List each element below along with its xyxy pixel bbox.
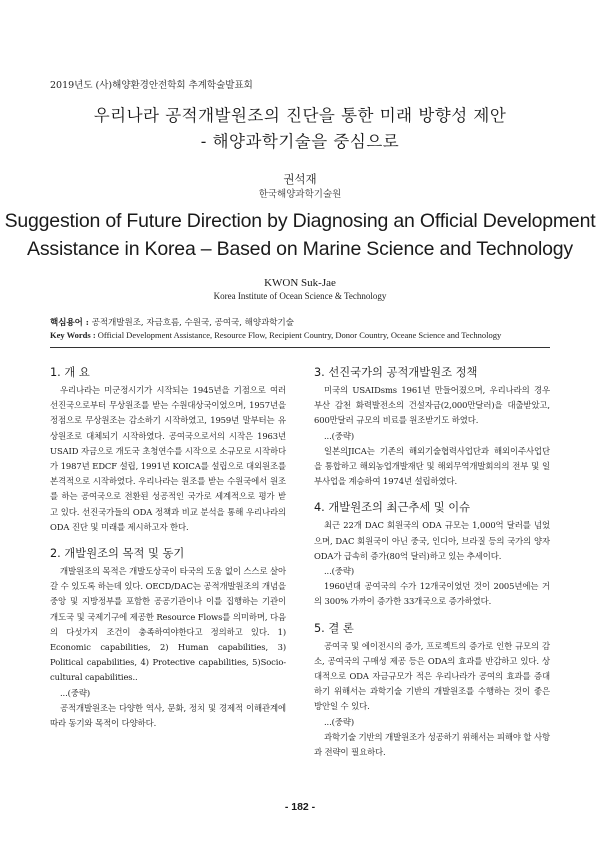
right-column — [314, 364, 550, 760]
korean-author: 권석재 — [283, 172, 317, 186]
conclusion-paragraph-1: 공여국 및 에이전시의 증가, 프로젝트의 증가로 인한 규모의 감소, 공여국의 구매성 제공 등은 ODA의 효과를 반감하고 있다. 상대적으로 ODA 자금규모가 적은 우리나라가 공여의 효과를 증대하기 위해서는 과학기술 기반의 개발원조를 수행하는 것이 좋은 방안일 수 있다. — [314, 640, 550, 712]
korean-keywords — [50, 316, 294, 328]
policy-paragraph-2: 일본의JICA는 기존의 해외기술협력사업단과 해외이주사업단을 통합하고 해외농업개발재단 및 해외무역개발회의의 전부 및 일부사업을 계승하여 1974년 설립하였다. — [314, 445, 550, 487]
header-divider — [50, 347, 550, 348]
trends-omission-note: ...(중략) — [324, 566, 355, 577]
english-keywords-label: Key Words : — [50, 330, 96, 340]
section-gap — [314, 489, 550, 499]
left-column — [50, 364, 286, 731]
korean-title-line1: 우리나라 공적개발원조의 진단을 통한 미래 방향성 제안 — [93, 106, 507, 125]
page-number: - 182 - — [284, 801, 316, 813]
policy-omission-note: ...(중략) — [324, 430, 355, 441]
purpose-paragraph-1: 개발원조의 목적은 개발도상국이 타국의 도움 없이 스스로 살아갈 수 있도록 하는데 있다. OECD/DAC는 공적개발원조의 개념을 중앙 및 지방정부를 포함한 공공기관이나 이를 집행하는 기관이 개도국 및 국제기구에 제공한 Resource Flows를 의미하며, 다음의 다섯가지 조건이 충족하여야한다고 정의하고 있다. 1) Economic capabilities, 2) Human capabilities, 3) Political capabilities, 4) Protective capabilities, 5)Socio-cultural capabilities.. — [50, 566, 286, 683]
purpose-omission-note: ...(중략) — [60, 687, 91, 698]
section-heading-purpose: 2. 개발원조의 목적 및 동기 — [50, 547, 185, 561]
purpose-paragraph-2: 공적개발원조는 다양한 역사, 문화, 정치 및 경제적 이해관계에 따라 동기와 목적이 다양하다. — [50, 702, 286, 729]
korean-keywords-label: 핵심용어 : — [50, 318, 89, 328]
english-keywords — [50, 330, 501, 340]
english-keywords-text: Official Development Assistance, Resource Flow, Recipient Country, Donor Country, Oceane Science and Technology — [95, 330, 502, 340]
section-heading-trends: 4. 개발원조의 최근추세 및 이슈 — [314, 501, 471, 515]
english-title-line1: Suggestion of Future Direction by Diagnosing an Official Development — [4, 210, 596, 232]
conference-header: 2019년도 (사)해양환경안전학회 추계학술발표회 — [50, 80, 253, 91]
english-author: KWON Suk-Jae — [264, 277, 336, 289]
policy-paragraph-1: 미국의 USAIDsms 1961년 만들어졌으며, 우리나라의 경우 부산 감천 화력발전소의 건설자금(2,000만달러)을 대출받았고, 600만달러 규모의 비료를 원조받기도 하였다. — [314, 385, 550, 426]
korean-title-line2: - 해양과학기술을 중심으로 — [200, 132, 400, 151]
trends-paragraph-2: 1960년대 공여국의 수가 12개국이었던 것이 2005년에는 거의 300% 가까이 증가한 33개국으로 증가하였다. — [314, 581, 550, 607]
english-affiliation: Korea Institute of Ocean Science & Technology — [213, 291, 387, 301]
overview-paragraph: 우리나라는 미군정시기가 시작되는 1945년을 기점으로 여러 선진국으로부터 무상원조를 받는 수원대상국이었으며, 1957년을 정점으로 무상원조는 감소하기 시작하였고, 1959년 말부터는 유상원조로 대체되기 시작하였다. 공여국으로서의 시작은 1963년 USAID 자금으로 개도국 초청연수를 시작으로 소규모로 시작하다가 1987년 EDCF 설립, 1991년 KOICA를 설립으로 대외원조를 본격적으로 시작하였다. 우리나라는 원조를 받는 수원국에서 원조를 하는 공여국으로 전환된 성공적인 국가로 세계적으로 평가 받고 있다. 선진국가들의 ODA 정책과 비교 분석을 통해 우리나라의 ODA 진단 및 미래를 제시하고자 한다. — [50, 385, 286, 532]
conclusion-omission-note: ...(중략) — [324, 716, 355, 727]
section-heading-overview: 1. 개 요 — [50, 366, 90, 379]
conclusion-paragraph-2: 과학기술 기반의 개발원조가 성공하기 위해서는 피해야 할 사항과 전략이 필요하다. — [314, 731, 550, 758]
section-heading-advanced-policy: 3. 선진국가의 공적개발원조 정책 — [314, 366, 478, 379]
english-title-line2: Assistance in Korea – Based on Marine Science and Technology — [27, 238, 573, 260]
section-gap — [50, 535, 286, 545]
section-heading-conclusion: 5. 결 론 — [314, 621, 354, 635]
section-gap — [314, 610, 550, 620]
korean-keywords-text: 공적개발원조, 자금흐름, 수원국, 공여국, 해양과학기술 — [88, 318, 294, 328]
trends-paragraph-1: 최근 22개 DAC 회원국의 ODA 규모는 1,000억 달러를 넘었으며, DAC 회원국이 아닌 중국, 인디아, 브라질 등의 국가의 양자 ODA가 급속히 증가(80억 달러)하고 있는 추세이다. — [314, 520, 550, 561]
korean-affiliation: 한국해양과학기술원 — [258, 189, 342, 200]
